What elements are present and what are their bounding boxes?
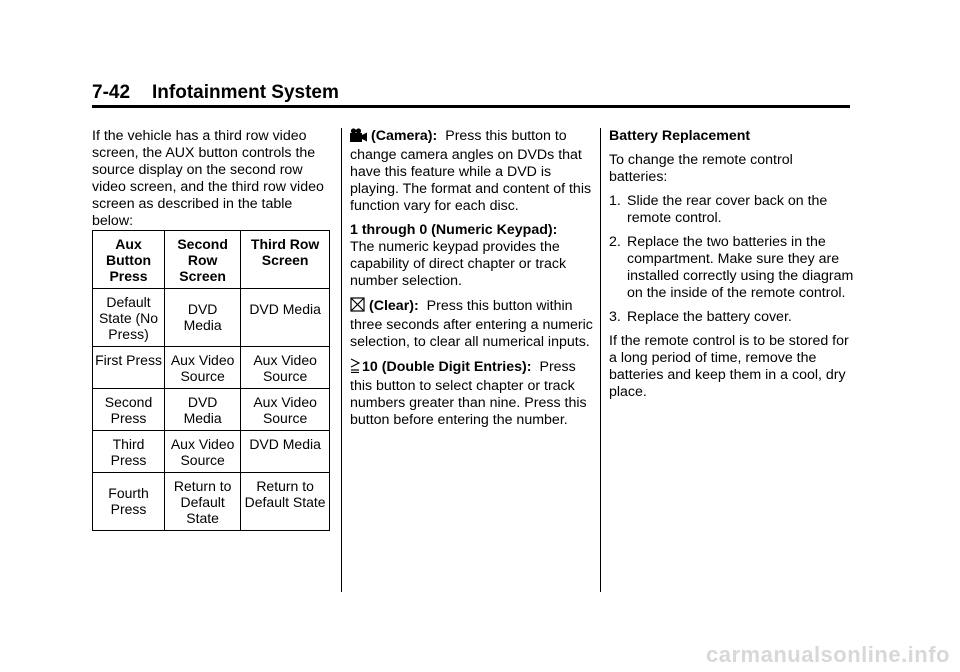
table-cell: Third Press: [93, 431, 165, 473]
table-cell: DVD Media: [241, 431, 330, 473]
intro-paragraph: If the vehicle has a third row video screen, the AUX button controls the source display on the second row video screen, and the third row video screen as described in the table below:: [92, 128, 324, 229]
table-row: [93, 473, 330, 531]
table-cell: Aux Video Source: [165, 431, 241, 473]
table-cell: Return to Default State: [165, 473, 241, 531]
battery-steps: [609, 193, 854, 326]
table-row: [93, 389, 330, 431]
camera-icon: [350, 128, 367, 147]
table-header-cell: Third Row Screen: [241, 231, 330, 289]
clear-label: (Clear):: [369, 298, 419, 314]
table-cell: Return to Default State: [241, 473, 330, 531]
double-digit-paragraph: [350, 358, 595, 429]
table-cell: Aux Video Source: [241, 347, 330, 389]
table-header-cell: Second Row Screen: [165, 231, 241, 289]
table-cell: Default State (No Press): [93, 289, 165, 347]
page-header: [92, 80, 850, 108]
battery-heading: Battery Replacement: [609, 128, 751, 144]
keypad-paragraph: [350, 222, 595, 290]
table-cell: Aux Video Source: [241, 389, 330, 431]
table-row: [93, 431, 330, 473]
camera-label: (Camera):: [371, 128, 438, 144]
table-header-row: [93, 231, 330, 289]
table-cell: Fourth Press: [93, 473, 165, 531]
list-item: 2. Replace the two batteries in the compartment. Make sure they are installed correctly using the diagram on the inside of the remote control.: [609, 234, 854, 301]
camera-text: Press this button to change camera angles on DVDs that have this feature while a DVD is playing. The format and content of this function vary for each disc.: [350, 128, 592, 214]
column-1: [92, 128, 332, 531]
list-item: 3. Replace the battery cover.: [609, 309, 792, 325]
table-row: [93, 289, 330, 347]
table-header-cell: Aux Button Press: [93, 231, 165, 289]
double-digit-label: 10 (Double Digit Entries):: [362, 359, 532, 375]
header-rule: [92, 105, 850, 108]
column-3: [609, 128, 854, 408]
keypad-text: The numeric keypad provides the capability of direct chapter or track number selection.: [350, 239, 567, 289]
source-table: [92, 230, 330, 531]
column-divider-1: [341, 128, 342, 592]
clear-paragraph: [350, 297, 595, 351]
table-row: [93, 347, 330, 389]
greater-equal-icon: [350, 358, 360, 378]
table-cell: DVD Media: [165, 389, 241, 431]
clear-icon: [350, 297, 365, 317]
section-title: Infotainment System: [152, 82, 339, 103]
table-cell: DVD Media: [241, 289, 330, 347]
header-title: [92, 82, 339, 104]
table-cell: Second Press: [93, 389, 165, 431]
storage-paragraph: If the remote control is to be stored for a long period of time, remove the batteries and keep them in a cool, dry place.: [609, 333, 849, 400]
battery-intro: To change the remote control batteries:: [609, 152, 793, 185]
clear-text: Press this button within three seconds after entering a numeric selection, to clear all numerical inputs.: [350, 298, 593, 350]
table-cell: Aux Video Source: [165, 347, 241, 389]
keypad-label: 1 through 0 (Numeric Keypad):: [350, 222, 558, 238]
page-number: 7-42: [92, 82, 131, 103]
double-digit-text: Press this button to select chapter or track numbers greater than nine. Press this button before entering the number.: [350, 359, 587, 428]
watermark: carmanualsonline.info: [706, 642, 950, 667]
list-item: 1. Slide the rear cover back on the remote control.: [609, 193, 828, 226]
column-2: [350, 128, 595, 436]
table-cell: DVD Media: [165, 289, 241, 347]
table-cell: First Press: [93, 347, 165, 389]
camera-paragraph: [350, 128, 595, 215]
column-divider-2: [600, 128, 601, 592]
